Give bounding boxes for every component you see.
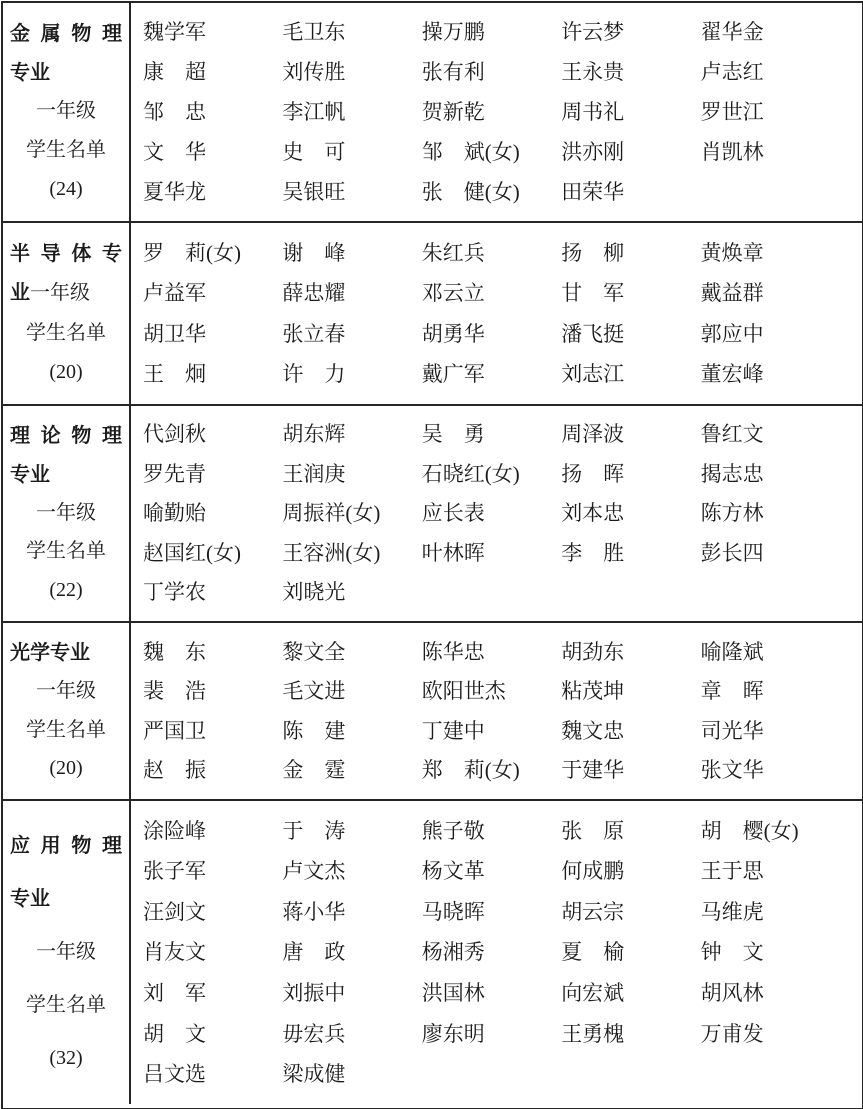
student-name: 司光华 [700,718,764,743]
student-count [10,1047,122,1070]
student-name: 操万鹏 [421,19,485,44]
student-name: 王容洲(女) [282,540,381,565]
list-label [10,139,122,162]
empty-cell [701,1063,840,1085]
student-name: 潘飞挺 [561,321,625,346]
student-name: 吴银旺 [282,179,346,204]
student-names-grid [131,623,862,799]
student-count [10,361,122,384]
empty-cell [701,181,840,203]
student-name: 彭长四 [700,540,764,565]
student-name: 喻勤贻 [143,501,206,526]
list-label [10,322,122,345]
label-text: (20) [49,360,83,383]
student-name: 刘 军 [143,981,206,1006]
empty-cell [422,1063,561,1085]
student-name: 粘茂坤 [561,679,625,704]
student-name: 魏文忠 [561,718,625,743]
student-name: 胡 文 [143,1021,206,1046]
list-label [10,540,122,563]
major-name [10,282,122,305]
student-name: 毋宏兵 [282,1021,346,1046]
label-text: 学生名单 [26,321,106,344]
student-name: 欧阳世杰 [421,679,506,704]
student-name: 周书礼 [561,99,625,124]
student-name: 汪剑文 [143,899,206,924]
student-name: 许云梦 [561,19,625,44]
student-name: 裴 浩 [143,679,206,704]
major-name-text: 业 [10,282,30,305]
major-name-text: 半导体专 [10,243,122,266]
student-name: 张 健(女) [421,179,520,204]
label-text: 一年级 [30,282,90,305]
major-name [10,642,122,665]
empty-cell [701,581,840,603]
major-name-text: 理论物理 [10,425,122,448]
student-name: 陈方林 [700,501,764,526]
student-name: 洪亦刚 [561,139,625,164]
major-name [10,243,122,266]
student-name: 廖东明 [421,1021,485,1046]
grade-label [10,680,122,703]
student-name: 王润庚 [282,461,346,486]
student-name: 邹 忠 [143,99,206,124]
student-name: 夏华龙 [143,179,206,204]
student-name: 周振祥(女) [282,501,381,526]
student-name: 胡风林 [700,981,764,1006]
list-label [10,719,122,742]
student-name: 田荣华 [561,179,625,204]
label-text: (20) [49,756,83,779]
major-section [3,404,862,621]
student-name: 贺新乾 [421,99,485,124]
student-count [10,757,122,780]
student-name: 许 力 [282,362,346,387]
student-name: 张有利 [421,59,485,84]
student-name: 胡东辉 [282,422,346,447]
major-label-cell [3,3,131,221]
student-name: 严国卫 [143,718,206,743]
major-name [10,888,122,911]
student-name: 翟华金 [700,19,764,44]
student-name: 吴 勇 [421,422,485,447]
student-name: 毛文进 [282,679,346,704]
student-name: 刘传胜 [282,59,346,84]
student-name: 于 涛 [282,818,346,843]
student-name: 叶林晖 [421,540,485,565]
student-name: 李江帆 [282,99,346,124]
student-name: 王于思 [700,859,764,884]
student-name: 陈 建 [282,718,346,743]
student-name: 黎文全 [282,639,346,664]
major-section [3,3,862,221]
student-name: 梁成健 [282,1062,346,1087]
major-name [10,835,122,858]
student-name: 蒋小华 [282,899,346,924]
student-name: 卢文杰 [282,859,346,884]
major-section [3,799,862,1104]
student-name: 陈华忠 [421,639,485,664]
student-name: 章 晖 [700,679,764,704]
student-name: 张 原 [561,818,625,843]
student-name: 鲁红文 [700,422,764,447]
label-text: 学生名单 [26,139,106,162]
student-name: 薛忠耀 [282,281,346,306]
student-name: 康 超 [143,59,206,84]
student-name: 夏 榆 [561,940,625,965]
student-name: 罗 莉(女) [143,240,241,265]
student-name: 王 炯 [143,362,206,387]
student-names-grid [131,223,862,404]
student-name: 郑 莉(女) [421,758,520,783]
student-name: 李 胜 [561,540,625,565]
student-name: 史 可 [282,139,346,164]
student-name: 杨湘秀 [421,940,485,965]
student-name: 黄焕章 [700,240,764,265]
major-name [10,425,122,448]
major-label-cell [3,223,131,404]
student-name: 丁建中 [421,718,485,743]
student-name: 邹 斌(女) [421,139,520,164]
student-name: 戴益群 [700,281,764,306]
major-label-cell [3,623,131,799]
student-name: 胡云宗 [561,899,625,924]
major-name [10,23,122,46]
student-name: 代剑秋 [143,422,206,447]
student-count [10,178,122,201]
major-label-cell [3,801,131,1104]
student-name: 张文华 [700,758,764,783]
student-name: 戴广军 [421,362,485,387]
student-name: 卢志红 [700,59,764,84]
student-name: 周泽波 [561,422,625,447]
label-text: (22) [49,578,83,601]
student-names-grid [131,3,862,221]
student-names-grid [131,406,862,621]
grade-label [10,100,122,123]
student-name: 何成鹏 [561,859,625,884]
student-name: 马晓晖 [421,899,485,924]
student-name: 金 霆 [282,758,346,783]
student-roster-table [1,1,863,1109]
student-name: 应长表 [421,501,485,526]
student-name: 扬 晖 [561,461,625,486]
label-text: 学生名单 [26,540,106,563]
label-text: 学生名单 [26,718,106,741]
student-name: 张立春 [282,321,346,346]
student-name: 毛卫东 [282,19,346,44]
student-name: 吕文选 [143,1062,206,1087]
student-name: 胡劲东 [561,639,625,664]
label-text: (24) [49,178,83,201]
label-text: 一年级 [36,941,96,963]
student-name: 胡勇华 [421,321,485,346]
student-name: 肖友文 [143,940,206,965]
student-name: 扬 柳 [561,240,625,265]
major-name-text: 金属物理 [10,22,122,45]
student-name: 万甫发 [700,1021,764,1046]
major-section [3,221,862,404]
label-text: 一年级 [36,100,96,123]
student-name: 邓云立 [421,281,485,306]
student-name: 丁学农 [143,580,206,605]
student-name: 唐 政 [282,940,346,965]
student-name: 洪国林 [421,981,485,1006]
student-name: 胡卫华 [143,321,206,346]
label-text: (32) [49,1047,83,1069]
student-name: 钟 文 [700,940,764,965]
major-name [10,464,122,487]
major-name [10,62,122,85]
student-name: 胡 樱(女) [700,818,799,843]
student-name: 罗先青 [143,461,206,486]
grade-label [10,941,122,964]
student-names-grid [131,801,862,1104]
student-name: 马维虎 [700,899,764,924]
label-text: 一年级 [36,680,96,703]
student-name: 向宏斌 [561,981,625,1006]
major-name-text: 专业 [10,463,50,486]
label-text: 一年级 [36,501,96,524]
student-name: 刘振中 [282,981,346,1006]
student-name: 杨文革 [421,859,485,884]
student-name: 罗世江 [700,99,764,124]
student-name: 王勇槐 [561,1021,625,1046]
student-name: 郭应中 [700,321,764,346]
student-name: 赵 振 [143,758,206,783]
empty-cell [561,1063,700,1085]
student-name: 甘 军 [561,281,625,306]
student-name: 卢益军 [143,281,206,306]
student-name: 董宏峰 [700,362,764,387]
label-text: 学生名单 [26,994,106,1016]
student-name: 魏 东 [143,639,206,664]
empty-cell [561,581,700,603]
student-name: 文 华 [143,139,206,164]
student-name: 揭志忠 [700,461,764,486]
student-name: 王永贵 [561,59,625,84]
student-name: 赵国红(女) [143,540,241,565]
student-count [10,579,122,602]
list-label [10,994,122,1017]
major-name-text: 光学专业 [10,642,90,665]
major-section [3,621,862,799]
student-name: 涂险峰 [143,818,206,843]
student-name: 石晓红(女) [421,461,520,486]
student-name: 朱红兵 [421,240,485,265]
student-name: 魏学军 [143,19,206,44]
grade-label [10,502,122,525]
student-name: 张子军 [143,859,206,884]
student-name: 刘晓光 [282,580,346,605]
student-name: 刘本忠 [561,501,625,526]
student-name: 喻隆斌 [700,639,764,664]
student-name: 熊子敬 [421,818,485,843]
empty-cell [422,581,561,603]
student-name: 谢 峰 [282,240,346,265]
major-name-text: 专业 [10,888,50,910]
major-name-text: 应用物理 [10,835,122,857]
major-name-text: 专业 [10,61,50,84]
student-name: 肖凯林 [700,139,764,164]
student-name: 于建华 [561,758,625,783]
student-name: 刘志江 [561,362,625,387]
major-label-cell [3,406,131,621]
